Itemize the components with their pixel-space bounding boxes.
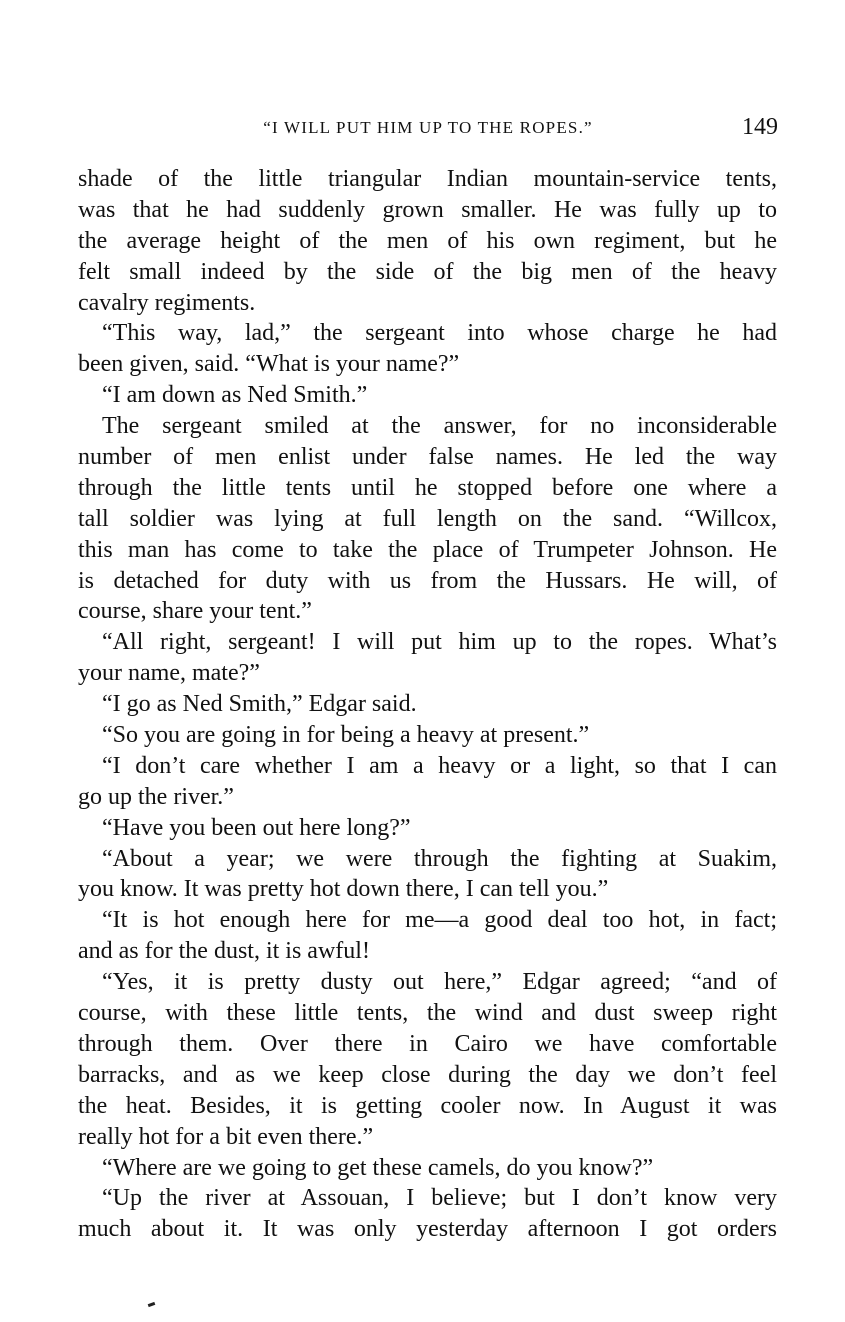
page-number: 149 (742, 114, 778, 140)
body-text (78, 164, 777, 1245)
text-line: “Yes, it is pretty dusty out here,” Edgar agreed; “and of (102, 969, 777, 996)
text-line: and as for the dust, it is awful! (78, 938, 370, 965)
running-head (78, 114, 778, 144)
text-line: through them. Over there in Cairo we have comfortable (78, 1030, 777, 1057)
text-line: “So you are going in for being a heavy at present.” (102, 722, 590, 749)
text-line: The sergeant smiled at the answer, for no inconsiderable (102, 413, 777, 440)
text-line: number of men enlist under false names. He led the way (78, 444, 777, 471)
text-line: was that he had suddenly grown smaller. He was fully up to (78, 196, 777, 223)
text-line: much about it. It was only yesterday afternoon I got orders (78, 1216, 777, 1243)
text-line: cavalry regiments. (78, 289, 256, 316)
text-line: course, share your tent.” (78, 598, 312, 625)
text-line: “All right, sergeant! I will put him up to the ropes. What’s (102, 629, 777, 656)
text-line: shade of the little triangular Indian mountain-service tents, (78, 166, 777, 192)
running-title: “I WILL PUT HIM UP TO THE ROPES.” (263, 118, 593, 137)
text-line: the average height of the men of his own regiment, but he (78, 227, 777, 254)
text-line: been given, said. “What is your name?” (78, 351, 460, 378)
text-line: really hot for a bit even there.” (78, 1123, 374, 1150)
text-line: “It is hot enough here for me—a good deal too hot, in fact; (102, 907, 777, 934)
text-line: go up the river.” (78, 783, 234, 810)
text-line: barracks, and as we keep close during the day we don’t feel (78, 1061, 777, 1088)
text-line: “Up the river at Assouan, I believe; but I don’t know very (102, 1185, 777, 1212)
text-line: “About a year; we were through the fighting at Suakim, (102, 845, 777, 872)
text-line: “I go as Ned Smith,” Edgar said. (102, 691, 417, 718)
text-line: “Where are we going to get these camels, do you know?” (102, 1154, 654, 1181)
text-line: you know. It was pretty hot down there, I can tell you.” (78, 876, 609, 903)
text-line: “Have you been out here long?” (102, 814, 411, 841)
text-line: through the little tents until he stopped before one where a (78, 474, 777, 501)
ink-speck (148, 1302, 156, 1307)
text-line: this man has come to take the place of Trumpeter Johnson. He (78, 536, 777, 563)
text-line: “This way, lad,” the sergeant into whose charge he had (102, 320, 777, 347)
text-line: “I am down as Ned Smith.” (102, 382, 368, 409)
text-line: felt small indeed by the side of the big men of the heavy (78, 258, 777, 285)
text-line: is detached for duty with us from the Hussars. He will, of (78, 567, 777, 594)
text-line: “I don’t care whether I am a heavy or a light, so that I can (102, 752, 777, 779)
text-line: course, with these little tents, the wind and dust sweep right (78, 1000, 777, 1027)
text-line: your name, mate?” (78, 660, 260, 687)
text-line: tall soldier was lying at full length on the sand. “Willcox, (78, 505, 777, 532)
text-line: the heat. Besides, it is getting cooler now. In August it was (78, 1092, 777, 1119)
